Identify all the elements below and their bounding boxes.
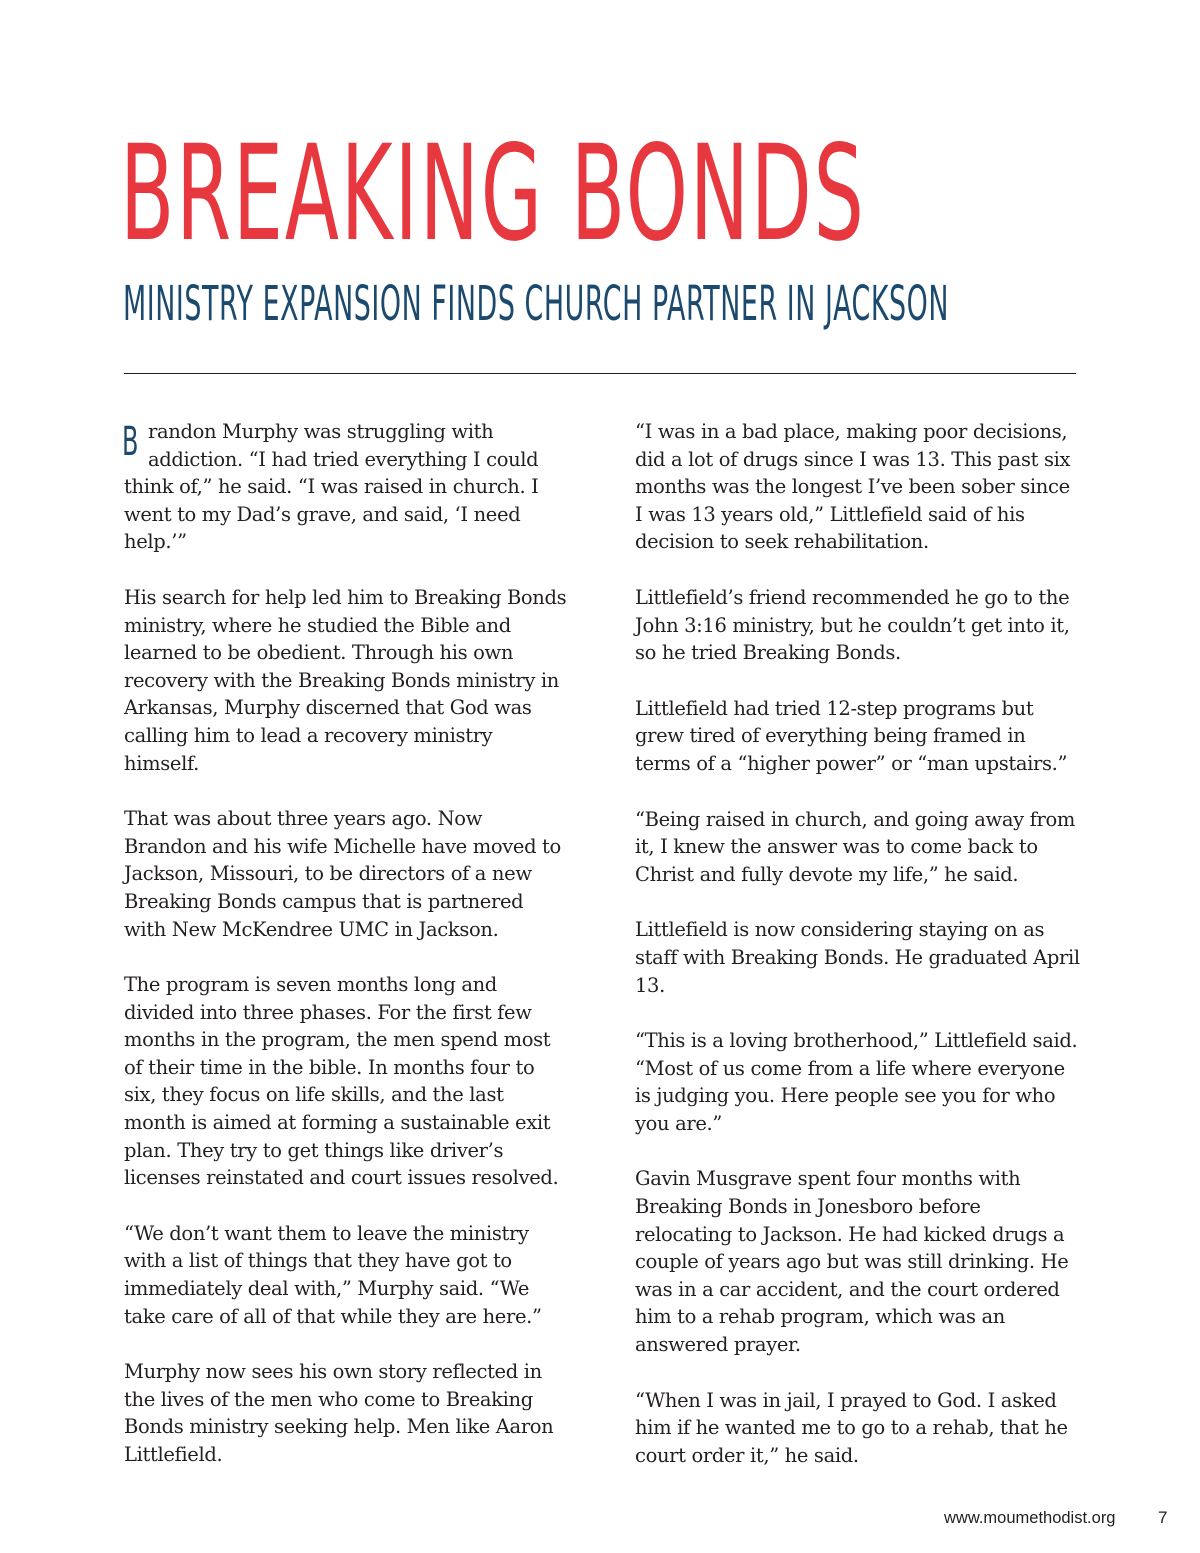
drop-cap: B (122, 419, 139, 465)
page-number: 7 (1158, 1508, 1168, 1527)
page-title: BREAKING BONDS (120, 117, 866, 271)
article-paragraph: Murphy now sees his own story reflected in the lives of the men who come to Breaking Bonds ministry seeking help. Men like Aaron Littlefield. (124, 1360, 554, 1466)
article-paragraph: Gavin Musgrave spent four months with Breaking Bonds in Jonesboro before relocating to Jackson. He had kicked drugs a couple of years ago but was still drinking. He was in a car accident, and the court ordered him to a rehab program, which was an answered prayer. (635, 1167, 1069, 1357)
article-column-right (635, 418, 1080, 1497)
article-paragraph: Littlefield had tried 12-step programs but grew tired of everything being framed in terms of a “higher power” or “man upstairs.” (635, 696, 1068, 775)
article-column-left (124, 418, 569, 1497)
article-paragraph: “We don’t want them to leave the ministry with a list of things that they have got to immediately deal with,” Murphy said. “We take care of all of that while they are here.” (124, 1221, 542, 1328)
article-paragraph: “I was in a bad place, making poor decisions, did a lot of drugs since I was 13. This past six months was the longest I’ve been sober since I was 13 years old,” Littlefield said of his decision to seek rehabilitation. (635, 420, 1071, 554)
article-paragraph: “Being raised in church, and going away from it, I knew the answer was to come back to Christ and fully devote my life,” he said. (635, 807, 1076, 886)
title-divider (124, 373, 1076, 374)
article-paragraph: “When I was in jail, I prayed to God. I asked him if he wanted me to go to a rehab, that he court order it,” he said. (635, 1388, 1068, 1467)
footer-website-url[interactable]: www.moumethodist.org (944, 1509, 1116, 1527)
paragraph-text: randon Murphy was struggling with addiction. “I had tried everything I could think of,” he said. “I was raised in church. I went to my Dad’s grave, and said, ‘I need help.’” (124, 420, 539, 554)
article-paragraph: Littlefield’s friend recommended he go to the John 3:16 ministry, but he couldn’t get into it, so he tried Breaking Bonds. (635, 585, 1070, 665)
page-subtitle: MINISTRY EXPANSION FINDS CHURCH PARTNER IN JACKSON (123, 276, 950, 332)
article-paragraph: The program is seven months long and divided into three phases. For the first few months in the program, the men spend most of their time in the bible. In months four to six, they focus on life skills, and the last month is aimed at forming a sustainable exit plan. They try to get things like driver’s licenses reinstated and court issues resolved. (124, 973, 559, 1190)
article-paragraph (124, 418, 569, 556)
article-paragraph: His search for help led him to Breaking Bonds ministry, where he studied the Bible and learned to be obedient. Through his own recovery with the Breaking Bonds ministry in Arkansas, Murphy discerned that God was calling him to lead a recovery ministry himself. (124, 585, 567, 775)
article-paragraph: That was about three years ago. Now Brandon and his wife Michelle have moved to Jackson, Missouri, to be directors of a new Breaking Bonds campus that is partnered with New McKendree UMC in Jackson. (124, 807, 561, 941)
article-paragraph: “This is a loving brotherhood,” Littlefield said. “Most of us come from a life where everyone is judging you. Here people see you for who you are.” (635, 1029, 1078, 1135)
article-paragraph: Littlefield is now considering staying on as staff with Breaking Bonds. He graduated April 13. (635, 918, 1080, 997)
